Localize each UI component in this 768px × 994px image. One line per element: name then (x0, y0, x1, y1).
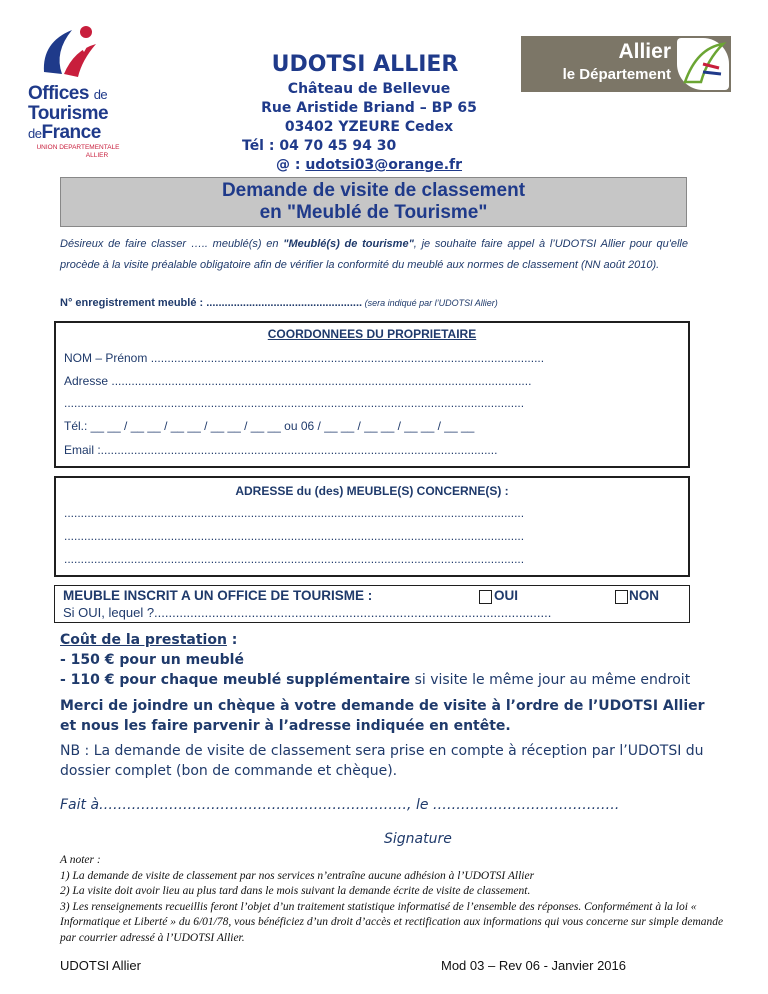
note-item: 3) Les renseignements recueillis feront l’objet d’un traitement statistique informatisé de l’ensemble des réponses. Conformément à la loi « Informatique et Liberté » du 6/01/78, vous bénéficiez d’un droit d’accès et rectification aux informations qui vous concerne sur simple demande par courrier adressé à l’UDOTSI Allier. (60, 900, 724, 944)
intro-paragraph: Désireux de faire classer ….. meublé(s) en "Meublé(s) de tourisme", je souhaite faire appel à l’UDOTSI Allier pour qu'elle procède à la visite préalable obligatoire afin de vérifier la conformité du meublé aux normes de classement (NN août 2010). (60, 238, 688, 271)
owner-heading: COORDONNEES DU PROPRIETAIRE (267, 327, 477, 341)
payment-instructions: Merci de joindre un chèque à votre demande de visite à l’ordre de l’UDOTSI Allier et nous les faire parvenir à l’adresse indiquée en entête. (60, 698, 705, 734)
tourism-office-box (54, 585, 690, 623)
furnished-address-field-3[interactable]: .......................................................................................................................................... (64, 552, 525, 566)
owner-address-field[interactable]: Adresse .............................................................................................................................. (64, 374, 532, 388)
address-line: Rue Aristide Briand – BP 65 (261, 100, 477, 116)
address-line: Château de Bellevue (287, 81, 451, 97)
yes-checkbox[interactable] (479, 590, 492, 604)
furnished-address-box (54, 476, 690, 577)
furnished-address-field[interactable]: .......................................................................................................................................... (64, 506, 525, 520)
registration-number-line: N° enregistrement meublé : ................................................... (sera indiqué par l’UDOTSI Allier) (60, 297, 498, 309)
owner-address-field-2[interactable]: .......................................................................................................................................... (64, 396, 525, 410)
org-address (238, 80, 500, 175)
footer-org: UDOTSI Allier (60, 958, 141, 973)
email-link[interactable]: udotsi03@orange.fr (305, 157, 463, 173)
yes-label: OUI (494, 588, 519, 603)
allier-leaf-icon (677, 38, 729, 90)
no-label: NON (629, 588, 659, 603)
nb-note: NB : La demande de visite de classement sera prise en compte à réception par l’UDOTSI du dossier complet (bon de commande et chèque). (60, 743, 704, 779)
logo-figure-icon (34, 22, 104, 82)
no-checkbox[interactable] (615, 590, 628, 604)
cost-section: Coût de la prestation : - 150 € pour un meublé - 110 € pour chaque meublé supplémentaire si visite le même jour au même endroit (60, 630, 740, 690)
owner-phone-field[interactable]: Tél.: __ __ / __ __ / __ __ / __ __ / __ __ ou 06 / __ __ / __ __ / __ __ / __ __ (64, 419, 475, 433)
owner-email-field[interactable]: Email :....................................................................................................................... (64, 443, 498, 457)
org-email-line: @ : udotsi03@orange.fr (275, 157, 463, 173)
cost-line-2: - 110 € pour chaque meublé supplémentaire si visite le même jour au même endroit (60, 672, 691, 688)
tourism-office-label: MEUBLE INSCRIT A UN OFFICE DE TOURISME : (63, 588, 373, 603)
owner-name-field[interactable]: NOM – Prénom ...................................................................................................................... (64, 351, 545, 365)
address-line: 03402 YZEURE Cedex (284, 119, 454, 135)
which-office-field[interactable]: Si OUI, lequel ?.............................................................................................................. (63, 605, 552, 620)
signature-label: Signature (384, 831, 452, 847)
org-phone: Tél : 04 70 45 94 30 (242, 138, 397, 154)
offices-tourisme-logo (18, 22, 138, 172)
note-item: 1) La demande de visite de classement par nos services n’entraîne aucune adhésion à l’UDOTSI Allier (60, 869, 535, 882)
cost-title: Coût de la prestation (60, 632, 227, 648)
allier-departement-logo: Allier le Département (521, 36, 731, 92)
notes-title: A noter : (60, 854, 101, 866)
cost-line-1: - 150 € pour un meublé (60, 652, 244, 668)
owner-details-box (54, 321, 690, 468)
note-item: 2) La visite doit avoir lieu au plus tard dans le mois suivant la demande écrite de visite de classement. (60, 885, 531, 897)
footer-revision: Mod 03 – Rev 06 - Janvier 2016 (441, 958, 626, 973)
form-title: Demande de visite de classement en "Meublé de Tourisme" (60, 177, 687, 227)
logo-union-text: UNION DEPARTEMENTALE ALLIER (36, 144, 120, 159)
notes-section (60, 853, 740, 946)
org-title: UDOTSI ALLIER (271, 52, 459, 77)
furnished-address-heading: ADRESSE du (des) MEUBLE(S) CONCERNE(S) : (235, 484, 509, 498)
furnished-address-field-2[interactable]: .......................................................................................................................................... (64, 529, 525, 543)
logo-wordmark: Offices de Tourisme deFrance (28, 83, 109, 143)
place-date-field[interactable]: Fait à…………………………………………………………, le …………………………………. (60, 797, 620, 813)
